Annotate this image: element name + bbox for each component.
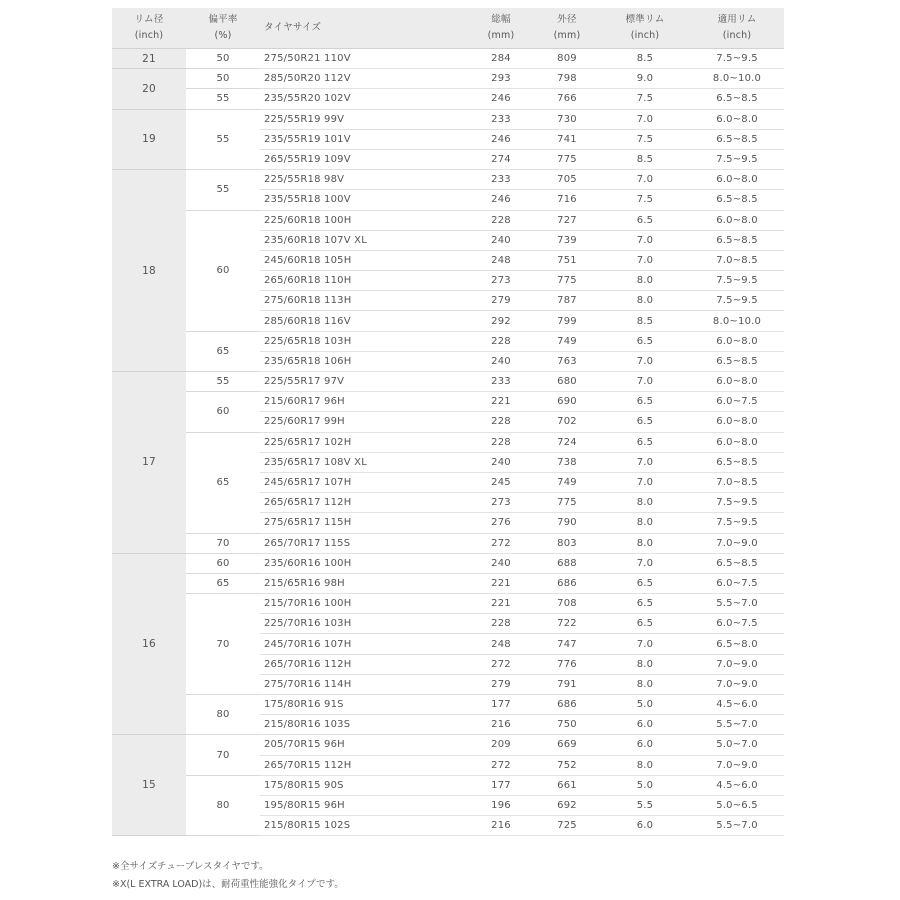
size-cell: 235/55R20 102V [260, 89, 468, 109]
size-cell: 215/70R16 100H [260, 594, 468, 614]
standard-rim-cell: 6.5 [600, 614, 690, 634]
width-cell: 246 [468, 190, 534, 210]
width-cell: 276 [468, 513, 534, 533]
diameter-cell: 661 [534, 775, 600, 795]
diameter-cell: 727 [534, 210, 600, 230]
width-cell: 233 [468, 372, 534, 392]
applicable-rim-cell: 6.0~8.0 [690, 331, 784, 351]
diameter-cell: 702 [534, 412, 600, 432]
applicable-rim-cell: 7.5~9.5 [690, 513, 784, 533]
aspect-ratio-cell: 60 [186, 392, 260, 432]
width-cell: 177 [468, 695, 534, 715]
width-cell: 216 [468, 816, 534, 836]
size-cell: 195/80R15 96H [260, 795, 468, 815]
aspect-ratio-cell: 70 [186, 533, 260, 553]
applicable-rim-cell: 7.0~9.0 [690, 533, 784, 553]
size-cell: 215/60R17 96H [260, 392, 468, 412]
rim-diameter-cell: 17 [112, 372, 186, 554]
size-cell: 225/55R18 98V [260, 170, 468, 190]
applicable-rim-cell: 5.5~7.0 [690, 816, 784, 836]
standard-rim-cell: 8.0 [600, 271, 690, 291]
aspect-ratio-cell: 65 [186, 432, 260, 533]
diameter-cell: 775 [534, 493, 600, 513]
width-cell: 284 [468, 49, 534, 69]
table-row [112, 735, 784, 755]
applicable-rim-cell: 7.0~9.0 [690, 654, 784, 674]
rim-diameter-cell: 19 [112, 109, 186, 170]
diameter-cell: 803 [534, 533, 600, 553]
diameter-cell: 766 [534, 89, 600, 109]
footnote-tubeless: ※全サイズチューブレスタイヤです。 [112, 861, 269, 872]
standard-rim-cell: 6.5 [600, 573, 690, 593]
standard-rim-cell: 6.0 [600, 735, 690, 755]
diameter-cell: 716 [534, 190, 600, 210]
applicable-rim-cell: 6.5~8.5 [690, 190, 784, 210]
header-diameter: 外径 (mm) [534, 8, 600, 49]
size-cell: 275/65R17 115H [260, 513, 468, 533]
table-row [112, 594, 784, 614]
diameter-cell: 751 [534, 250, 600, 270]
width-cell: 177 [468, 775, 534, 795]
standard-rim-cell: 7.0 [600, 250, 690, 270]
size-cell: 235/60R16 100H [260, 553, 468, 573]
standard-rim-cell: 7.5 [600, 190, 690, 210]
width-cell: 228 [468, 432, 534, 452]
standard-rim-cell: 8.5 [600, 311, 690, 331]
width-cell: 292 [468, 311, 534, 331]
table-row [112, 109, 784, 129]
rim-diameter-cell: 20 [112, 69, 186, 109]
diameter-cell: 708 [534, 594, 600, 614]
applicable-rim-cell: 6.0~7.5 [690, 392, 784, 412]
width-cell: 272 [468, 755, 534, 775]
applicable-rim-cell: 6.5~8.5 [690, 351, 784, 371]
size-cell: 215/65R16 98H [260, 573, 468, 593]
table-row [112, 432, 784, 452]
width-cell: 246 [468, 89, 534, 109]
diameter-cell: 799 [534, 311, 600, 331]
header-size: タイヤサイズ [260, 8, 468, 49]
diameter-cell: 749 [534, 472, 600, 492]
standard-rim-cell: 8.0 [600, 493, 690, 513]
standard-rim-cell: 8.0 [600, 674, 690, 694]
diameter-cell: 741 [534, 129, 600, 149]
width-cell: 216 [468, 715, 534, 735]
applicable-rim-cell: 5.5~7.0 [690, 715, 784, 735]
header-rim: リム径 (inch) [112, 8, 186, 49]
width-cell: 240 [468, 452, 534, 472]
width-cell: 209 [468, 735, 534, 755]
diameter-cell: 669 [534, 735, 600, 755]
tire-size-table [112, 8, 784, 836]
diameter-cell: 738 [534, 452, 600, 472]
standard-rim-cell: 6.0 [600, 715, 690, 735]
applicable-rim-cell: 7.5~9.5 [690, 49, 784, 69]
width-cell: 240 [468, 351, 534, 371]
size-cell: 225/70R16 103H [260, 614, 468, 634]
size-cell: 225/55R17 97V [260, 372, 468, 392]
standard-rim-cell: 7.0 [600, 634, 690, 654]
width-cell: 248 [468, 634, 534, 654]
applicable-rim-cell: 6.0~8.0 [690, 170, 784, 190]
applicable-rim-cell: 6.0~8.0 [690, 210, 784, 230]
size-cell: 235/60R18 107V XL [260, 230, 468, 250]
applicable-rim-cell: 6.0~8.0 [690, 432, 784, 452]
width-cell: 228 [468, 614, 534, 634]
diameter-cell: 725 [534, 816, 600, 836]
applicable-rim-cell: 7.0~9.0 [690, 755, 784, 775]
applicable-rim-cell: 7.0~8.5 [690, 472, 784, 492]
applicable-rim-cell: 5.0~7.0 [690, 735, 784, 755]
width-cell: 228 [468, 412, 534, 432]
diameter-cell: 722 [534, 614, 600, 634]
aspect-ratio-cell: 55 [186, 372, 260, 392]
width-cell: 240 [468, 230, 534, 250]
applicable-rim-cell: 7.5~9.5 [690, 149, 784, 169]
aspect-ratio-cell: 50 [186, 49, 260, 69]
width-cell: 246 [468, 129, 534, 149]
table-row [112, 89, 784, 109]
size-cell: 225/60R18 100H [260, 210, 468, 230]
diameter-cell: 680 [534, 372, 600, 392]
standard-rim-cell: 5.5 [600, 795, 690, 815]
table-body [112, 49, 784, 836]
width-cell: 196 [468, 795, 534, 815]
aspect-ratio-cell: 50 [186, 69, 260, 89]
standard-rim-cell: 5.0 [600, 695, 690, 715]
diameter-cell: 690 [534, 392, 600, 412]
standard-rim-cell: 7.5 [600, 89, 690, 109]
width-cell: 272 [468, 654, 534, 674]
aspect-ratio-cell: 65 [186, 573, 260, 593]
header-aspect: 偏平率 (%) [186, 8, 260, 49]
diameter-cell: 724 [534, 432, 600, 452]
size-cell: 225/55R19 99V [260, 109, 468, 129]
diameter-cell: 775 [534, 149, 600, 169]
standard-rim-cell: 6.5 [600, 331, 690, 351]
applicable-rim-cell: 7.0~8.5 [690, 250, 784, 270]
standard-rim-cell: 7.0 [600, 372, 690, 392]
standard-rim-cell: 8.0 [600, 654, 690, 674]
diameter-cell: 705 [534, 170, 600, 190]
size-cell: 215/80R15 102S [260, 816, 468, 836]
table-row [112, 331, 784, 351]
header-standard-rim: 標準リム (inch) [600, 8, 690, 49]
diameter-cell: 739 [534, 230, 600, 250]
width-cell: 221 [468, 392, 534, 412]
diameter-cell: 791 [534, 674, 600, 694]
size-cell: 235/55R18 100V [260, 190, 468, 210]
table-row [112, 372, 784, 392]
standard-rim-cell: 9.0 [600, 69, 690, 89]
size-cell: 265/65R17 112H [260, 493, 468, 513]
standard-rim-cell: 7.0 [600, 472, 690, 492]
width-cell: 279 [468, 674, 534, 694]
applicable-rim-cell: 6.5~8.0 [690, 634, 784, 654]
table-row [112, 573, 784, 593]
applicable-rim-cell: 7.0~9.0 [690, 674, 784, 694]
size-cell: 235/55R19 101V [260, 129, 468, 149]
rim-diameter-cell: 18 [112, 170, 186, 372]
diameter-cell: 763 [534, 351, 600, 371]
size-cell: 265/70R17 115S [260, 533, 468, 553]
diameter-cell: 692 [534, 795, 600, 815]
standard-rim-cell: 7.0 [600, 170, 690, 190]
diameter-cell: 688 [534, 553, 600, 573]
applicable-rim-cell: 6.5~8.5 [690, 129, 784, 149]
table-row [112, 49, 784, 69]
diameter-cell: 809 [534, 49, 600, 69]
aspect-ratio-cell: 55 [186, 109, 260, 170]
applicable-rim-cell: 6.0~7.5 [690, 614, 784, 634]
header-applicable-rim: 適用リム (inch) [690, 8, 784, 49]
standard-rim-cell: 7.5 [600, 129, 690, 149]
table-row [112, 533, 784, 553]
size-cell: 245/60R18 105H [260, 250, 468, 270]
size-cell: 285/60R18 116V [260, 311, 468, 331]
rim-diameter-cell: 21 [112, 49, 186, 69]
aspect-ratio-cell: 55 [186, 89, 260, 109]
applicable-rim-cell: 6.5~8.5 [690, 89, 784, 109]
applicable-rim-cell: 6.0~7.5 [690, 573, 784, 593]
diameter-cell: 752 [534, 755, 600, 775]
width-cell: 274 [468, 149, 534, 169]
standard-rim-cell: 8.0 [600, 755, 690, 775]
size-cell: 275/50R21 110V [260, 49, 468, 69]
size-cell: 275/60R18 113H [260, 291, 468, 311]
applicable-rim-cell: 8.0~10.0 [690, 69, 784, 89]
standard-rim-cell: 8.0 [600, 513, 690, 533]
applicable-rim-cell: 7.5~9.5 [690, 271, 784, 291]
applicable-rim-cell: 6.5~8.5 [690, 452, 784, 472]
size-cell: 225/65R18 103H [260, 331, 468, 351]
applicable-rim-cell: 7.5~9.5 [690, 291, 784, 311]
size-cell: 235/65R17 108V XL [260, 452, 468, 472]
diameter-cell: 686 [534, 573, 600, 593]
size-cell: 225/65R17 102H [260, 432, 468, 452]
rim-diameter-cell: 16 [112, 553, 186, 735]
diameter-cell: 750 [534, 715, 600, 735]
size-cell: 175/80R15 90S [260, 775, 468, 795]
standard-rim-cell: 7.0 [600, 230, 690, 250]
size-cell: 175/80R16 91S [260, 695, 468, 715]
width-cell: 273 [468, 271, 534, 291]
standard-rim-cell: 6.5 [600, 432, 690, 452]
standard-rim-cell: 7.0 [600, 452, 690, 472]
applicable-rim-cell: 5.0~6.5 [690, 795, 784, 815]
width-cell: 233 [468, 170, 534, 190]
applicable-rim-cell: 6.0~8.0 [690, 109, 784, 129]
aspect-ratio-cell: 60 [186, 210, 260, 331]
diameter-cell: 775 [534, 271, 600, 291]
diameter-cell: 776 [534, 654, 600, 674]
width-cell: 228 [468, 210, 534, 230]
aspect-ratio-cell: 65 [186, 331, 260, 371]
applicable-rim-cell: 8.0~10.0 [690, 311, 784, 331]
width-cell: 233 [468, 109, 534, 129]
size-cell: 235/65R18 106H [260, 351, 468, 371]
width-cell: 228 [468, 331, 534, 351]
table-row [112, 553, 784, 573]
width-cell: 293 [468, 69, 534, 89]
standard-rim-cell: 7.0 [600, 553, 690, 573]
table-row [112, 392, 784, 412]
size-cell: 265/60R18 110H [260, 271, 468, 291]
standard-rim-cell: 6.5 [600, 594, 690, 614]
size-cell: 245/65R17 107H [260, 472, 468, 492]
table-row [112, 210, 784, 230]
width-cell: 248 [468, 250, 534, 270]
width-cell: 273 [468, 493, 534, 513]
applicable-rim-cell: 7.5~9.5 [690, 493, 784, 513]
size-cell: 265/70R15 112H [260, 755, 468, 775]
size-cell: 275/70R16 114H [260, 674, 468, 694]
diameter-cell: 787 [534, 291, 600, 311]
size-cell: 265/55R19 109V [260, 149, 468, 169]
table-row [112, 775, 784, 795]
width-cell: 221 [468, 573, 534, 593]
table-row [112, 170, 784, 190]
width-cell: 240 [468, 553, 534, 573]
applicable-rim-cell: 5.5~7.0 [690, 594, 784, 614]
diameter-cell: 798 [534, 69, 600, 89]
footnote-extra-load: ※X(L EXTRA LOAD)は、耐荷重性能強化タイプです。 [112, 879, 344, 890]
diameter-cell: 790 [534, 513, 600, 533]
applicable-rim-cell: 4.5~6.0 [690, 775, 784, 795]
size-cell: 205/70R15 96H [260, 735, 468, 755]
applicable-rim-cell: 6.5~8.5 [690, 553, 784, 573]
applicable-rim-cell: 6.5~8.5 [690, 230, 784, 250]
standard-rim-cell: 6.5 [600, 210, 690, 230]
applicable-rim-cell: 4.5~6.0 [690, 695, 784, 715]
size-cell: 225/60R17 99H [260, 412, 468, 432]
aspect-ratio-cell: 80 [186, 775, 260, 836]
width-cell: 245 [468, 472, 534, 492]
applicable-rim-cell: 6.0~8.0 [690, 372, 784, 392]
aspect-ratio-cell: 70 [186, 594, 260, 695]
diameter-cell: 747 [534, 634, 600, 654]
size-cell: 265/70R16 112H [260, 654, 468, 674]
aspect-ratio-cell: 60 [186, 553, 260, 573]
diameter-cell: 730 [534, 109, 600, 129]
size-cell: 245/70R16 107H [260, 634, 468, 654]
standard-rim-cell: 8.0 [600, 291, 690, 311]
diameter-cell: 686 [534, 695, 600, 715]
standard-rim-cell: 6.5 [600, 392, 690, 412]
header-width: 総幅 (mm) [468, 8, 534, 49]
table-header-row [112, 8, 784, 49]
aspect-ratio-cell: 80 [186, 695, 260, 735]
size-cell: 215/80R16 103S [260, 715, 468, 735]
table-row [112, 695, 784, 715]
standard-rim-cell: 7.0 [600, 109, 690, 129]
standard-rim-cell: 8.5 [600, 149, 690, 169]
rim-diameter-cell: 15 [112, 735, 186, 836]
standard-rim-cell: 8.5 [600, 49, 690, 69]
table-row [112, 69, 784, 89]
standard-rim-cell: 6.0 [600, 816, 690, 836]
width-cell: 221 [468, 594, 534, 614]
aspect-ratio-cell: 70 [186, 735, 260, 775]
diameter-cell: 749 [534, 331, 600, 351]
standard-rim-cell: 5.0 [600, 775, 690, 795]
standard-rim-cell: 7.0 [600, 351, 690, 371]
applicable-rim-cell: 6.0~8.0 [690, 412, 784, 432]
standard-rim-cell: 6.5 [600, 412, 690, 432]
standard-rim-cell: 8.0 [600, 533, 690, 553]
size-cell: 285/50R20 112V [260, 69, 468, 89]
width-cell: 272 [468, 533, 534, 553]
width-cell: 279 [468, 291, 534, 311]
aspect-ratio-cell: 55 [186, 170, 260, 210]
footnotes [112, 858, 344, 894]
